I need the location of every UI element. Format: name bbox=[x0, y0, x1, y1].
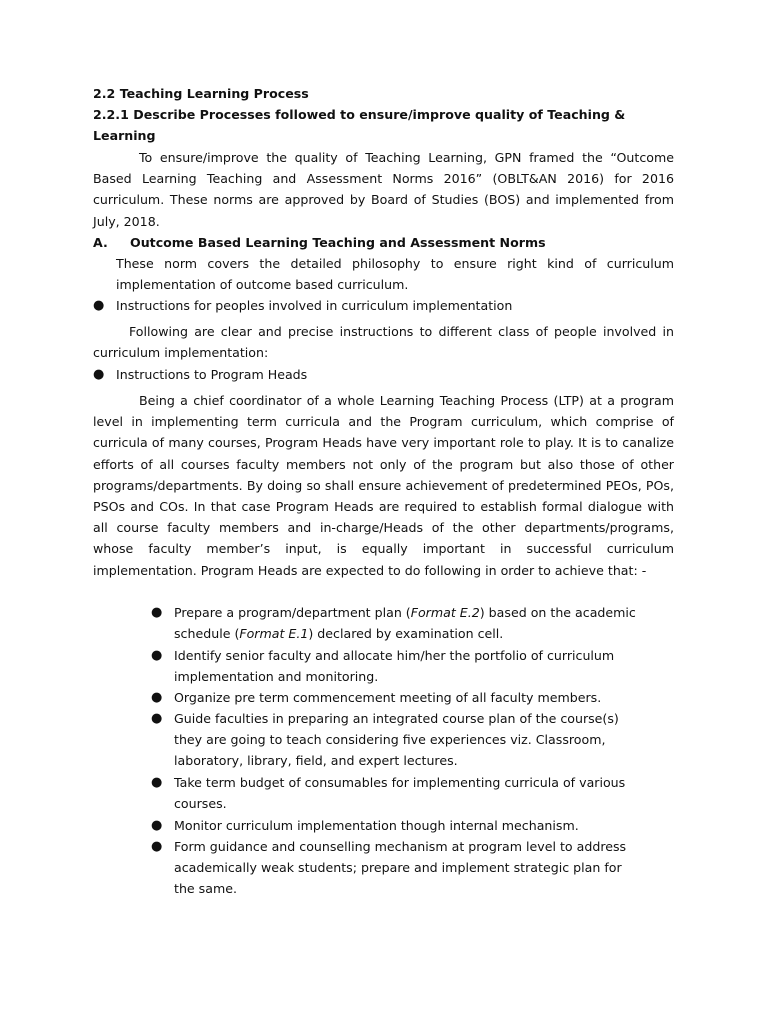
section-a-title: Outcome Based Learning Teaching and Assessment Norms bbox=[130, 235, 546, 250]
bullet-icon: ● bbox=[151, 690, 163, 705]
intro-paragraph: To ensure/improve the quality of Teaching Learning, GPN framed the “Outcome Based Learning Teaching and Assessment Norms 2016” (OBLT&AN 2016) for 2016 curriculum. These norms are approved by Board of Studies (BOS) and implemented from July, 2018. bbox=[93, 150, 674, 229]
bullet-icon: ● bbox=[93, 367, 105, 382]
task-list-item bbox=[151, 687, 651, 709]
section-heading: 2.2 Teaching Learning Process bbox=[93, 86, 309, 101]
bullet-item bbox=[93, 364, 683, 386]
section-a-heading bbox=[93, 232, 693, 253]
format-reference: Format E.2 bbox=[410, 605, 480, 620]
task-list-item bbox=[151, 836, 651, 902]
bullet-icon: ● bbox=[151, 839, 163, 854]
bullet-icon: ● bbox=[151, 775, 163, 790]
chief-coordinator-paragraph: Being a chief coordinator of a whole Learning Teaching Process (LTP) at a program level in implementing term curricula and the Program curriculum, which comprise of curricula of many courses, Program Heads have very important role to play. It is to canalize efforts of all courses faculty members not only of the program but also those of other programs/departments. By doing so shall ensure achievement of predetermined PEOs, POs, PSOs and COs. In that case Program Heads are required to establish formal dialogue with all course faculty members and in-charge/Heads of the other departments/programs, whose faculty member’s input, is equally important in successful curriculum implementation. Program Heads are expected to do following in order to achieve that: - bbox=[93, 393, 674, 578]
task-text: Take term budget of consumables for implementing curricula of various courses. bbox=[174, 775, 626, 812]
section-a-letter: A. bbox=[93, 235, 108, 250]
subsection-heading: 2.2.1 Describe Processes followed to ensure/improve quality of Teaching & Learning bbox=[93, 107, 626, 144]
task-list-item bbox=[151, 602, 651, 646]
task-list-item bbox=[151, 772, 651, 816]
task-list-item bbox=[151, 815, 651, 837]
following-paragraph: Following are clear and precise instructions to different class of people involved in curriculum implementation: bbox=[93, 324, 674, 361]
task-text: Identify senior faculty and allocate him/her the portfolio of curriculum implementation and monitoring. bbox=[174, 648, 615, 685]
task-text: Monitor curriculum implementation though internal mechanism. bbox=[174, 818, 579, 833]
bullet-icon: ● bbox=[151, 711, 163, 726]
task-text: Guide faculties in preparing an integrated course plan of the course(s) they are going to teach considering five experiences viz. Classroom, laboratory, library, field, and expert lectures. bbox=[174, 711, 619, 769]
format-reference: Format E.1 bbox=[239, 626, 309, 642]
task-text: Prepare a program/department plan (Format E.2) based on the academic schedule (Format E.1) declared by examination cell. bbox=[174, 605, 636, 642]
task-list-item bbox=[151, 645, 651, 689]
bullet-icon: ● bbox=[93, 298, 105, 313]
bullet-icon: ● bbox=[151, 818, 163, 833]
bullet-icon: ● bbox=[151, 605, 163, 620]
task-list-item bbox=[151, 708, 651, 774]
task-text: Form guidance and counselling mechanism at program level to address academically weak students; prepare and implement strategic plan for the same. bbox=[174, 839, 627, 897]
bullet-icon: ● bbox=[151, 648, 163, 663]
task-text: Organize pre term commencement meeting of all faculty members. bbox=[174, 690, 602, 705]
bullet-text: Instructions to Program Heads bbox=[116, 367, 308, 382]
bullet-text: Instructions for peoples involved in curriculum implementation bbox=[116, 298, 513, 313]
norm-paragraph: These norm covers the detailed philosophy to ensure right kind of curriculum implementation of outcome based curriculum. bbox=[116, 256, 674, 293]
bullet-item bbox=[93, 295, 683, 317]
